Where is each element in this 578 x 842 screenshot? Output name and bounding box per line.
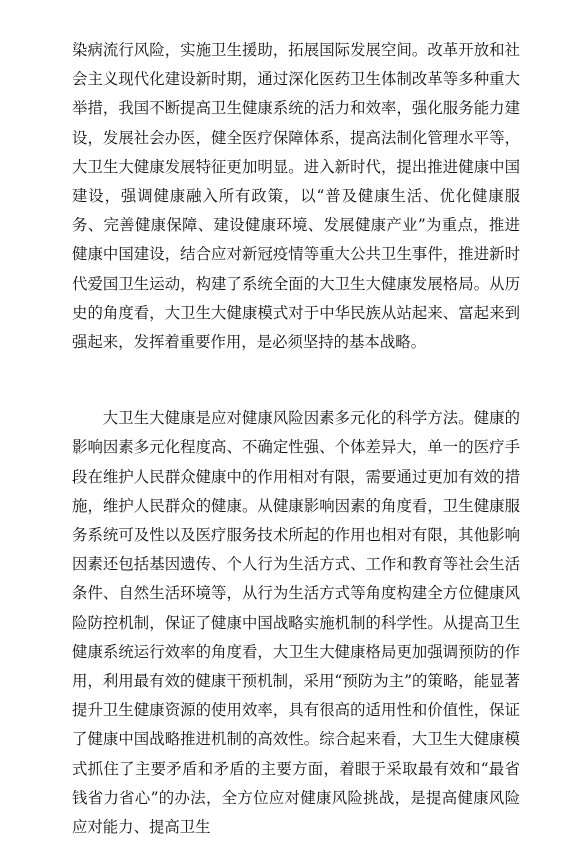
paragraph-continued: 染病流行风险，实施卫生援助，拓展国际发展空间。改革开放和社会主义现代化建设新时期，通过深化医药卫生体制改革等多种重大举措，我国不断提高卫生健康系统的活力和效率，强化服务能力建设，发展社会办医，健全医疗保障体系，提高法制化管理水平等，大卫生大健康发展特征更加明显。进入新时代，提出推进健康中国建设，强调健康融入所有政策，以“普及健康生活、优化健康服务、完善健康保障、建设健康环境、发展健康产业”为重点，推进健康中国建设，结合应对新冠疫情等重大公共卫生事件，推进新时代爱国卫生运动，构建了系统全面的大卫生大健康发展格局。从历史的角度看，大卫生大健康模式对于中华民族从站起来、富起来到强起来，发挥着重要作用，是必须坚持的基本战略。	[72, 41, 520, 352]
document-page	[72, 36, 520, 842]
paragraph-spacer	[72, 357, 520, 404]
paragraph-main: 大卫生大健康是应对健康风险因素多元化的科学方法。健康的影响因素多元化程度高、不确定性强、个体差异大，单一的医疗手段在维护人民群众健康中的作用相对有限，需要通过更加有效的措施，维护人民群众的健康。从健康影响因素的角度看，卫生健康服务系统可及性以及医疗服务技术所起的作用也相对有限，其他影响因素还包括基因遗传、个人行为生活方式、工作和教育等社会生活条件、自然生活环境等，从行为生活方式等角度构建全方位健康风险防控机制，保证了健康中国战略实施机制的科学性。从提高卫生健康系统运行效率的角度看，大卫生大健康格局更加强调预防的作用，利用最有效的健康干预机制，采用“预防为主”的策略，能显著提升卫生健康资源的使用效率，具有很高的适用性和价值性，保证了健康中国战略推进机制的高效性。综合起来看，大卫生大健康模式抓住了主要矛盾和矛盾的主要方面，着眼于采取最有效和“最省钱省力省心”的办法，全方位应对健康风险挑战，是提高健康风险应对能力、提高卫生	[72, 409, 520, 837]
